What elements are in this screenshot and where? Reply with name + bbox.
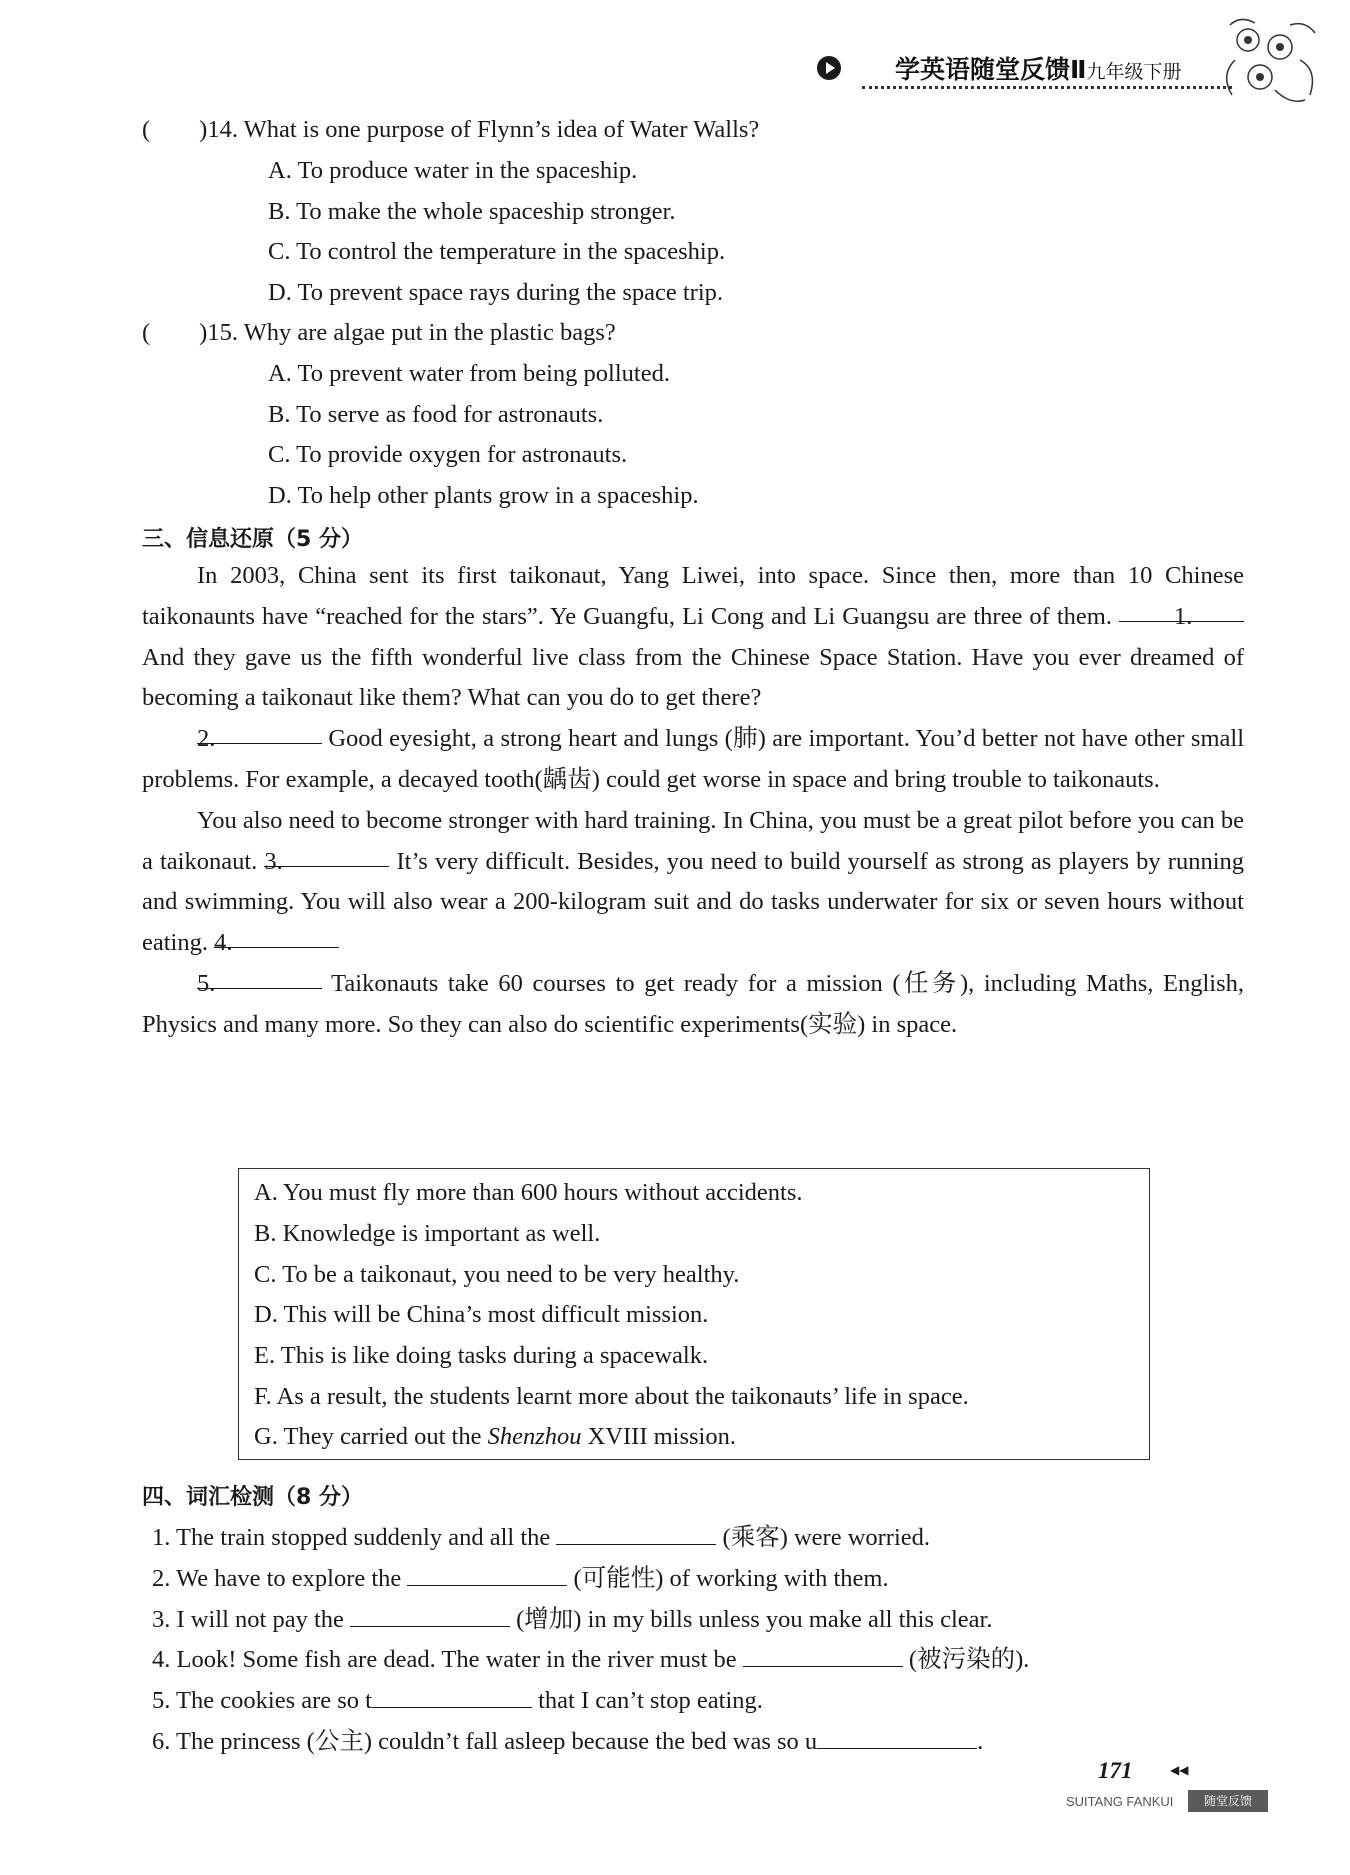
- q15-option-b: B. To serve as food for astronauts.: [268, 401, 604, 428]
- section-4-heading: 四、词汇检测（8 分）: [142, 1485, 363, 1510]
- blank-1-label: 1.: [1174, 602, 1193, 630]
- vocab-3-pre: 3. I will not pay the: [152, 1606, 344, 1633]
- box-option-g-text-a: G. They carried out the: [254, 1423, 482, 1450]
- vocab-4-pre: 4. Look! Some fish are dead. The water in the river must be: [152, 1646, 737, 1673]
- vocab-item-5: [152, 1683, 763, 1716]
- book-subtitle: 九年级下册: [1086, 61, 1182, 83]
- paragraph-4: [142, 964, 1244, 1046]
- box-option-a: A. You must fly more than 600 hours without accidents.: [254, 1179, 803, 1206]
- vocab-1-pre: 1. The train stopped suddenly and all the: [152, 1524, 551, 1551]
- box-option-c: C. To be a taikonaut, you need to be very healthy.: [254, 1261, 740, 1288]
- q15-option-c: C. To provide oxygen for astronauts.: [268, 441, 628, 468]
- section-3-heading: 三、信息还原（5 分）: [142, 527, 363, 552]
- box-option-e: E. This is like doing tasks during a spacewalk.: [254, 1342, 709, 1369]
- paragraph-1: [142, 556, 1244, 719]
- vocab-5-pre: 5. The cookies are so t: [152, 1687, 372, 1714]
- paragraph-1-text-b: And they gave us the fifth wonderful live class from the Chinese Space Station. Have you ever dreamed of becoming a taikonaut like them? What can you do to get there?: [142, 643, 1244, 712]
- flower-decoration-icon: [1220, 15, 1325, 110]
- blank-1[interactable]: [1119, 597, 1244, 630]
- paragraph-3: [142, 801, 1244, 964]
- question-14: ( )14. What is one purpose of Flynn’s idea of Water Walls?: [142, 116, 760, 143]
- question-15: ( )15. Why are algae put in the plastic bags?: [142, 319, 616, 346]
- blank-2[interactable]: [197, 719, 322, 753]
- q15-option-a: A. To prevent water from being polluted.: [268, 360, 670, 387]
- vocab-item-4: [152, 1642, 1029, 1675]
- page-number: 171: [1098, 1758, 1133, 1783]
- vocab-blank-1[interactable]: [556, 1520, 716, 1545]
- blank-5-label: 5.: [197, 969, 216, 997]
- paragraph-4-text: Taikonauts take 60 courses to get ready for a mission (任务), including Maths, English, Physics and many more. So they can also do scientific experiments(实验) in space.: [142, 969, 1244, 1038]
- blank-2-label: 2.: [197, 725, 216, 753]
- vocab-6-pre: 6. The princess (公主) couldn’t fall asleep because the bed was so u: [152, 1728, 818, 1755]
- vocab-blank-4[interactable]: [743, 1642, 903, 1667]
- blank-3-label: 3.: [264, 847, 283, 875]
- vocab-item-3: [152, 1602, 992, 1635]
- header-dotted-rule: [862, 86, 1232, 89]
- book-title-text: 学英语随堂反馈Ⅱ: [895, 55, 1087, 84]
- vocab-5-post: that I can’t stop eating.: [538, 1687, 763, 1714]
- play-icon: [817, 56, 841, 80]
- q15-option-d: D. To help other plants grow in a spaceship.: [268, 482, 699, 509]
- q14-option-a: A. To produce water in the spaceship.: [268, 157, 638, 184]
- blank-5[interactable]: [197, 964, 322, 997]
- footer-brand-cn: 随堂反馈: [1188, 1790, 1268, 1812]
- vocab-blank-3[interactable]: [350, 1602, 510, 1627]
- passage: [142, 556, 1244, 1046]
- arrows-icon: ◀◀: [1170, 1763, 1189, 1777]
- paragraph-1-text-a: In 2003, China sent its first taikonaut, Yang Liwei, into space. Since then, more than 10 Chinese taikonaunts have “reached for the stars”. Ye Guangfu, Li Cong and Li Guangsu are three of them.: [142, 562, 1244, 630]
- vocab-item-2: [152, 1561, 889, 1594]
- vocab-blank-5[interactable]: [372, 1683, 532, 1708]
- box-option-f: F. As a result, the students learnt more about the taikonauts’ life in space.: [254, 1383, 969, 1410]
- vocab-3-post: (增加) in my bills unless you make all this clear.: [516, 1606, 993, 1633]
- vocab-1-post: (乘客) were worried.: [722, 1524, 931, 1551]
- blank-4-label: 4.: [214, 929, 233, 957]
- vocab-2-post: (可能性) of working with them.: [573, 1565, 889, 1592]
- box-option-d: D. This will be China’s most difficult mission.: [254, 1301, 709, 1328]
- paragraph-3-text-b: It’s very difficult. Besides, you need to build yourself as strong as players by running and swimming. You will also wear a 200-kilogram suit and do tasks underwater for six or seven hours without eating.: [142, 847, 1245, 957]
- book-title: [895, 50, 1181, 86]
- box-option-g: [254, 1422, 736, 1452]
- vocab-6-post: .: [977, 1728, 984, 1755]
- paragraph-2-text: Good eyesight, a strong heart and lungs (肺) are important. You’d better not have other small problems. For example, a decayed tooth(龋齿) could get worse in space and bring trouble to taikonauts.: [142, 725, 1244, 793]
- vocab-blank-6[interactable]: [817, 1724, 977, 1749]
- box-option-b: B. Knowledge is important as well.: [254, 1220, 601, 1247]
- q14-option-c: C. To control the temperature in the spaceship.: [268, 238, 726, 265]
- paragraph-3-text-a: You also need to become stronger with hard training. In China, you must be a great pilot before you can be a taikonaut.: [142, 806, 1244, 875]
- blank-4[interactable]: [214, 923, 339, 957]
- vocab-item-6: [152, 1724, 983, 1757]
- vocab-4-post: (被污染的).: [908, 1646, 1030, 1673]
- vocab-2-pre: 2. We have to explore the: [152, 1565, 402, 1592]
- blank-3[interactable]: [264, 842, 389, 875]
- footer-brand-en: SUITANG FANKUI: [1066, 1794, 1174, 1809]
- vocab-item-1: [152, 1520, 930, 1553]
- q14-option-d: D. To prevent space rays during the space trip.: [268, 279, 724, 306]
- box-option-g-text-b: XVIII mission.: [587, 1423, 736, 1450]
- q14-option-b: B. To make the whole spaceship stronger.: [268, 198, 676, 225]
- vocab-blank-2[interactable]: [407, 1561, 567, 1586]
- box-option-g-italic: Shenzhou: [487, 1423, 582, 1450]
- paragraph-2: [142, 719, 1244, 801]
